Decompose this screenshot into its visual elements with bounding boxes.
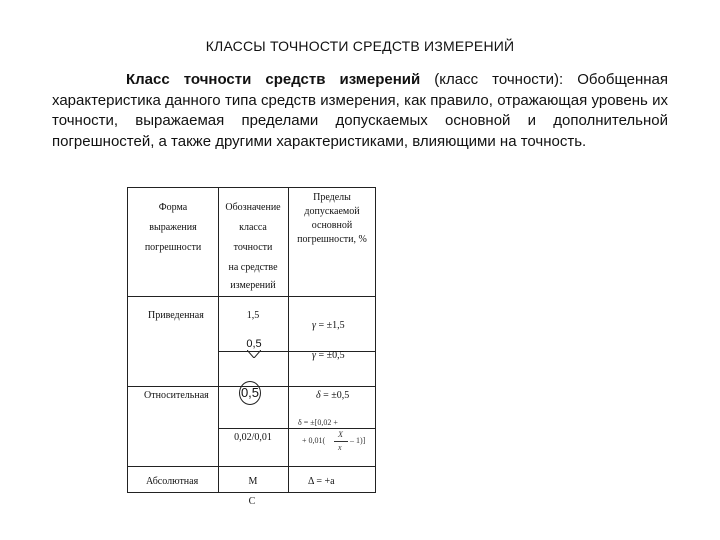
definition-paragraph bbox=[52, 70, 668, 152]
header-designation-1: Обозначение bbox=[225, 202, 281, 213]
row-absolute-limit: Δ = +a bbox=[308, 476, 335, 487]
reduced-class-2-symbol: 0,5 bbox=[244, 338, 264, 358]
accuracy-class-table bbox=[127, 187, 376, 493]
row-reduced-class-1: 1,5 bbox=[246, 310, 260, 321]
row-reduced-limit-1: γ = ±1,5 bbox=[312, 320, 345, 331]
header-limits-1: Пределы bbox=[313, 192, 351, 203]
header-designation-2: класса bbox=[239, 222, 267, 233]
row-absolute-label: Абсолютная bbox=[146, 476, 199, 487]
relative-class-circle-symbol: 0,5 bbox=[239, 381, 261, 405]
definition-text: (класс точности): Обобщенная характеристика данного типа средств измерения, как правило, отражающая уровень их точности, выражаемая пределами допускаемых основной и дополнительной погрешностей, а также другими характеристиками, влияющими на точность. bbox=[52, 71, 668, 150]
row-relative-limit-1: δ = ±0,5 bbox=[316, 390, 350, 401]
header-form-3: погрешности bbox=[144, 242, 202, 253]
row-relative-label: Относительная bbox=[144, 390, 209, 401]
row-reduced-label: Приведенная bbox=[148, 310, 204, 321]
relative-formula: δ = ±[0,02 + + 0,01( X x – 1)] bbox=[298, 418, 366, 452]
header-limits-4: погрешности, % bbox=[297, 234, 367, 245]
header-limits-2: допускаемой bbox=[304, 206, 360, 217]
term: Класс точности средств измерений bbox=[126, 71, 421, 88]
row-absolute-class-2: C bbox=[248, 496, 256, 507]
header-limits-3: основной bbox=[311, 220, 353, 231]
page-title: КЛАССЫ ТОЧНОСТИ СРЕДСТВ ИЗМЕРЕНИЙ bbox=[205, 38, 515, 54]
header-form-2: выражения bbox=[149, 222, 197, 233]
row-reduced-limit-2: γ = ±0,5 bbox=[312, 350, 345, 361]
row-relative-class-2: 0,02/0,01 bbox=[234, 432, 272, 443]
header-designation-3: точности bbox=[233, 242, 273, 253]
header-designation-5: измерений bbox=[230, 280, 276, 291]
header-form-1: Форма bbox=[158, 202, 188, 213]
header-designation-4: на средстве bbox=[228, 262, 278, 273]
row-absolute-class-1: M bbox=[248, 476, 258, 487]
